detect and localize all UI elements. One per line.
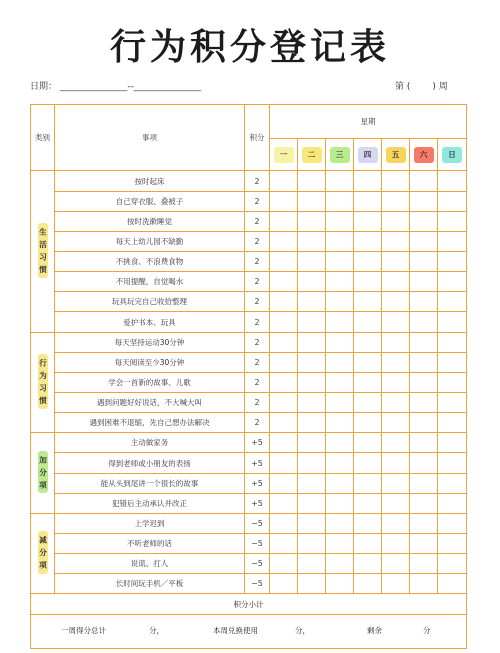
score-entry-cell[interactable] [410,534,438,554]
score-entry-cell[interactable] [410,352,438,372]
score-entry-cell[interactable] [270,352,298,372]
day-header-cell [326,139,354,171]
page-title: 行为积分登记表 [109,26,390,68]
score-entry-cell[interactable] [270,574,298,594]
score-entry-cell[interactable] [298,312,326,332]
score-entry-cell[interactable] [298,372,326,392]
score-entry-cell[interactable] [270,312,298,332]
category-cell [31,171,55,332]
score-entry-cell[interactable] [270,211,298,231]
score-entry-cell[interactable] [326,312,354,332]
table-row [31,534,467,554]
day-chip-6: 日 [442,147,462,163]
category-cell [31,513,55,594]
total-label: 一周得分总计 [61,625,106,635]
table-row [31,332,467,352]
score-entry-cell[interactable] [354,534,382,554]
score-entry-cell[interactable] [270,513,298,533]
score-entry-cell[interactable] [326,292,354,312]
score-entry-cell[interactable] [382,191,410,211]
item-text: 按时洗漱睡觉 [55,211,245,231]
category-label: 加分项 [38,451,48,494]
score-entry-cell[interactable] [410,393,438,413]
score-entry-cell[interactable] [354,252,382,272]
day-header-cell [354,139,382,171]
item-score: +5 [245,493,270,513]
score-entry-cell[interactable] [410,574,438,594]
summary-row [31,614,467,648]
score-entry-cell[interactable] [326,332,354,352]
score-entry-cell[interactable] [410,433,438,453]
score-entry-cell[interactable] [410,312,438,332]
item-score: +5 [245,473,270,493]
score-entry-cell[interactable] [354,393,382,413]
score-entry-cell[interactable] [354,493,382,513]
score-entry-cell[interactable] [354,554,382,574]
score-entry-cell[interactable] [438,493,467,513]
day-header-cell [298,139,326,171]
score-entry-cell[interactable] [298,534,326,554]
score-entry-cell[interactable] [326,513,354,533]
week-line [395,80,475,94]
score-entry-cell[interactable] [326,433,354,453]
score-entry-cell[interactable] [270,473,298,493]
score-entry-cell[interactable] [410,211,438,231]
score-entry-cell[interactable] [410,473,438,493]
item-score: 2 [245,413,270,433]
table-row [31,554,467,574]
score-entry-cell[interactable] [298,332,326,352]
table-row [31,393,467,413]
total-unit: 分， [149,625,164,635]
score-entry-cell[interactable] [382,433,410,453]
score-table [30,104,467,649]
table-row [31,433,467,453]
score-entry-cell[interactable] [410,513,438,533]
category-cell [31,332,55,433]
score-entry-cell[interactable] [382,513,410,533]
score-entry-cell[interactable] [410,453,438,473]
score-entry-cell[interactable] [410,332,438,352]
score-entry-cell[interactable] [270,493,298,513]
score-entry-cell[interactable] [270,372,298,392]
item-score: 2 [245,393,270,413]
item-score: +5 [245,453,270,473]
score-entry-cell[interactable] [298,191,326,211]
score-entry-cell[interactable] [438,252,467,272]
score-entry-cell[interactable] [410,372,438,392]
table-row [31,211,467,231]
table-row [31,413,467,433]
score-entry-cell[interactable] [382,352,410,372]
score-entry-cell[interactable] [298,513,326,533]
item-score: +5 [245,433,270,453]
score-entry-cell[interactable] [326,272,354,292]
score-entry-cell[interactable] [382,493,410,513]
score-entry-cell[interactable] [326,534,354,554]
score-entry-cell[interactable] [354,513,382,533]
item-text: 犯错后主动承认并改正 [55,493,245,513]
score-entry-cell[interactable] [438,534,467,554]
date-blank[interactable]: _______________--_______________ [59,82,202,92]
score-entry-cell[interactable] [326,493,354,513]
score-entry-cell[interactable] [270,534,298,554]
item-score: −5 [245,574,270,594]
score-entry-cell[interactable] [354,453,382,473]
item-text: 每天阅读至少30分钟 [55,352,245,372]
score-entry-cell[interactable] [438,352,467,372]
score-entry-cell[interactable] [354,231,382,251]
score-entry-cell[interactable] [438,231,467,251]
score-entry-cell[interactable] [438,272,467,292]
score-entry-cell[interactable] [298,292,326,312]
item-score: −5 [245,513,270,533]
item-score: 2 [245,332,270,352]
date-label: 日期： [30,82,58,92]
item-text: 自己穿衣服、叠被子 [55,191,245,211]
score-entry-cell[interactable] [410,292,438,312]
score-entry-cell[interactable] [354,272,382,292]
item-text: 遇到困难不退缩，先自己想办法解决 [55,413,245,433]
day-header-cell [438,139,467,171]
table-row [31,493,467,513]
score-entry-cell[interactable] [354,191,382,211]
score-entry-cell[interactable] [326,372,354,392]
item-text: 按时起床 [55,171,245,191]
score-entry-cell[interactable] [410,191,438,211]
score-entry-cell[interactable] [438,574,467,594]
category-label: 生活习惯 [38,223,48,278]
score-entry-cell[interactable] [382,231,410,251]
score-entry-cell[interactable] [382,312,410,332]
score-entry-cell[interactable] [382,272,410,292]
score-entry-cell[interactable] [382,171,410,191]
score-entry-cell[interactable] [382,211,410,231]
category-label: 行为习惯 [38,354,48,409]
score-entry-cell[interactable] [326,453,354,473]
score-entry-cell[interactable] [354,171,382,191]
score-entry-cell[interactable] [354,473,382,493]
item-text: 遇到问题好好说话，不大喊大叫 [55,393,245,413]
score-entry-cell[interactable] [298,272,326,292]
score-entry-cell[interactable] [298,574,326,594]
item-score: 2 [245,191,270,211]
date-line [30,80,250,94]
score-entry-cell[interactable] [438,332,467,352]
used-label: 本周兑换使用 [213,625,258,635]
score-entry-cell[interactable] [354,352,382,372]
score-entry-cell[interactable] [326,171,354,191]
score-entry-cell[interactable] [354,312,382,332]
item-text: 玩具玩完自己收拾整理 [55,292,245,312]
remain-label: 剩余 [367,625,382,635]
score-entry-cell[interactable] [354,574,382,594]
score-entry-cell[interactable] [382,372,410,392]
score-entry-cell[interactable] [438,211,467,231]
item-text: 能从头到尾讲一个很长的故事 [55,473,245,493]
score-entry-cell[interactable] [326,574,354,594]
score-entry-cell[interactable] [270,171,298,191]
table-row [31,453,467,473]
table-row [31,231,467,251]
item-text: 说谎、打人 [55,554,245,574]
score-entry-cell[interactable] [438,171,467,191]
score-entry-cell[interactable] [270,413,298,433]
day-chip-1: 二 [302,147,322,163]
score-entry-cell[interactable] [438,513,467,533]
table-row [31,191,467,211]
item-text: 每天上幼儿园不缺勤 [55,231,245,251]
item-score: 2 [245,252,270,272]
table-row [31,292,467,312]
item-score: 2 [245,171,270,191]
table-row [31,312,467,332]
score-entry-cell[interactable] [298,493,326,513]
score-entry-cell[interactable] [382,574,410,594]
score-entry-cell[interactable] [382,413,410,433]
score-entry-cell[interactable] [298,433,326,453]
score-entry-cell[interactable] [270,272,298,292]
item-text: 不用提醒，自觉喝水 [55,272,245,292]
score-entry-cell[interactable] [354,372,382,392]
score-entry-cell[interactable] [326,231,354,251]
remain-unit: 分 [423,625,431,635]
day-chip-0: 一 [274,147,294,163]
score-entry-cell[interactable] [298,393,326,413]
score-entry-cell[interactable] [410,493,438,513]
table-row [31,574,467,594]
item-text: 得到老师或小朋友的表扬 [55,453,245,473]
item-score: 2 [245,312,270,332]
score-entry-cell[interactable] [410,252,438,272]
score-entry-cell[interactable] [270,191,298,211]
item-score: 2 [245,211,270,231]
score-entry-cell[interactable] [270,554,298,574]
table-row [31,252,467,272]
score-entry-cell[interactable] [298,473,326,493]
score-entry-cell[interactable] [410,554,438,574]
score-entry-cell[interactable] [270,252,298,272]
score-entry-cell[interactable] [270,292,298,312]
item-text: 爱护书本、玩具 [55,312,245,332]
table-row [31,352,467,372]
score-entry-cell[interactable] [382,393,410,413]
item-text: 学会一首新的故事、儿歌 [55,372,245,392]
score-entry-cell[interactable] [326,473,354,493]
item-text: 每天坚持运动30分钟 [55,332,245,352]
used-unit: 分， [295,625,310,635]
table-row [31,372,467,392]
score-entry-cell[interactable] [326,352,354,372]
score-entry-cell[interactable] [298,231,326,251]
score-entry-cell[interactable] [326,252,354,272]
table-row [31,513,467,533]
item-text: 上学迟到 [55,513,245,533]
week-prefix: 第 ( [395,82,411,92]
score-entry-cell[interactable] [410,231,438,251]
score-entry-cell[interactable] [382,534,410,554]
score-entry-cell[interactable] [326,393,354,413]
score-entry-cell[interactable] [298,453,326,473]
score-entry-cell[interactable] [382,453,410,473]
score-entry-cell[interactable] [298,352,326,372]
score-entry-cell[interactable] [382,292,410,312]
table-row [31,473,467,493]
day-chip-3: 四 [358,147,378,163]
score-entry-cell[interactable] [438,554,467,574]
score-entry-cell[interactable] [270,332,298,352]
score-entry-cell[interactable] [354,211,382,231]
score-entry-cell[interactable] [438,292,467,312]
score-entry-cell[interactable] [438,191,467,211]
score-entry-cell[interactable] [438,312,467,332]
item-score: 2 [245,231,270,251]
score-entry-cell[interactable] [298,413,326,433]
category-label: 减分项 [38,531,48,574]
item-text: 长时间玩手机／平板 [55,574,245,594]
score-entry-cell[interactable] [438,473,467,493]
score-entry-cell[interactable] [326,554,354,574]
day-chip-4: 五 [386,147,406,163]
subtotal-label: 积分小计 [31,594,467,614]
score-entry-cell[interactable] [382,473,410,493]
score-entry-cell[interactable] [382,332,410,352]
score-entry-cell[interactable] [438,453,467,473]
score-entry-cell[interactable] [326,211,354,231]
score-header: 积分 [245,105,270,171]
item-score: 2 [245,352,270,372]
score-entry-cell[interactable] [410,413,438,433]
score-entry-cell[interactable] [410,171,438,191]
score-entry-cell[interactable] [326,191,354,211]
item-text: 不挑食、不浪费食物 [55,252,245,272]
score-entry-cell[interactable] [298,252,326,272]
score-entry-cell[interactable] [270,453,298,473]
score-entry-cell[interactable] [354,332,382,352]
table-row [31,171,467,191]
score-entry-cell[interactable] [270,433,298,453]
score-entry-cell[interactable] [298,554,326,574]
week-suffix: ) 周 [432,82,448,92]
category-cell [31,433,55,514]
item-score: −5 [245,534,270,554]
day-chip-5: 六 [414,147,434,163]
weekday-header: 星期 [270,105,467,139]
score-entry-cell[interactable] [270,393,298,413]
item-header: 事项 [55,105,245,171]
score-entry-cell[interactable] [438,413,467,433]
score-entry-cell[interactable] [354,413,382,433]
item-text: 不听老师的话 [55,534,245,554]
item-score: 2 [245,292,270,312]
category-header: 类别 [31,105,55,171]
score-entry-cell[interactable] [326,413,354,433]
item-text: 主动做家务 [55,433,245,453]
score-entry-cell[interactable] [298,171,326,191]
score-entry-cell[interactable] [438,433,467,453]
day-header-cell [270,139,298,171]
score-entry-cell[interactable] [410,272,438,292]
day-header-cell [410,139,438,171]
score-entry-cell[interactable] [438,372,467,392]
score-entry-cell[interactable] [354,433,382,453]
day-header-cell [382,139,410,171]
item-score: −5 [245,554,270,574]
item-score: 2 [245,372,270,392]
score-entry-cell[interactable] [354,292,382,312]
table-row [31,272,467,292]
score-entry-cell[interactable] [270,231,298,251]
score-entry-cell[interactable] [382,554,410,574]
score-entry-cell[interactable] [382,252,410,272]
day-chip-2: 三 [330,147,350,163]
item-score: 2 [245,272,270,292]
score-entry-cell[interactable] [438,393,467,413]
score-entry-cell[interactable] [298,211,326,231]
